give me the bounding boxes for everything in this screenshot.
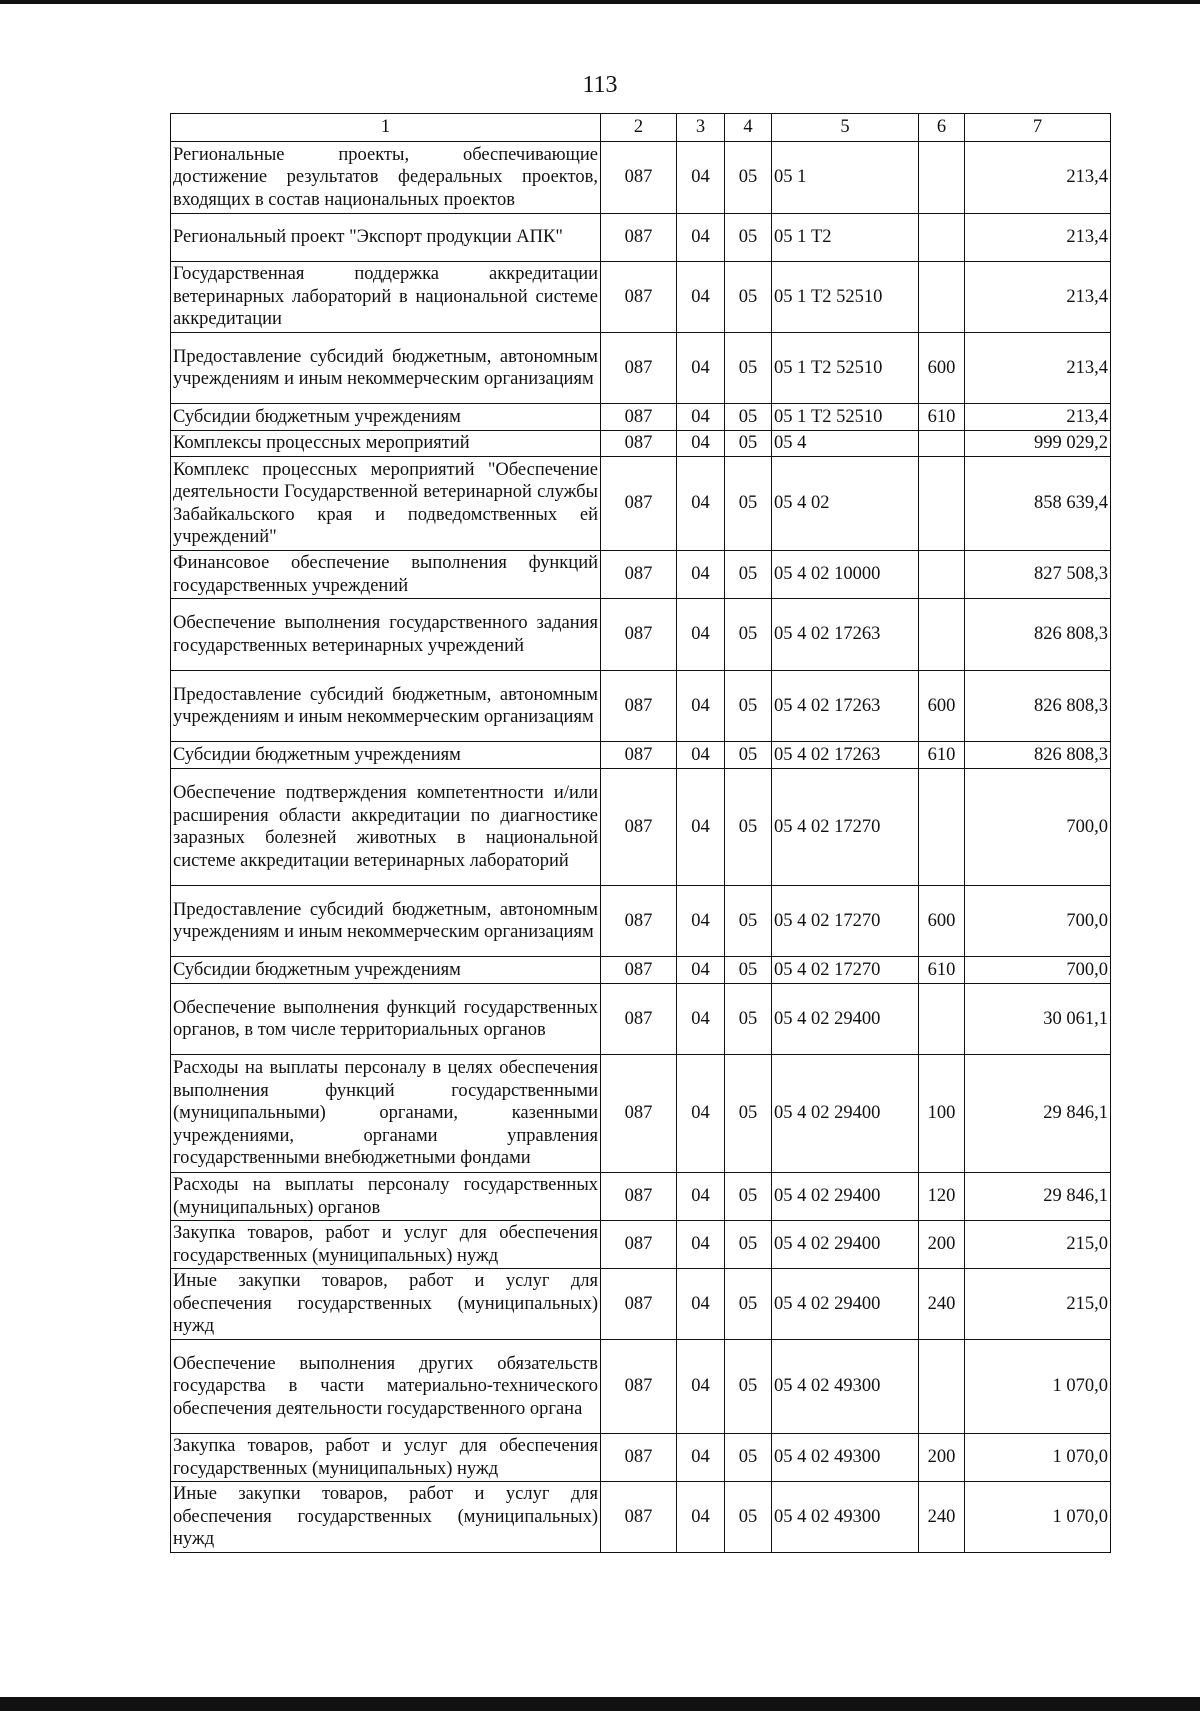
subsection-cell: 05 [725, 1221, 772, 1269]
target-article-cell: 05 4 02 17270 [772, 769, 919, 886]
table-row [171, 1434, 1111, 1482]
header-cell: 4 [725, 114, 772, 142]
budget-table [170, 113, 1111, 1553]
table-row [171, 404, 1111, 431]
expense-type-cell [919, 599, 965, 671]
expense-type-cell [919, 262, 965, 333]
section-cell: 04 [677, 431, 725, 457]
section-cell: 04 [677, 214, 725, 262]
amount-cell: 858 639,4 [965, 457, 1111, 551]
section-cell: 04 [677, 984, 725, 1055]
gr-code-cell: 087 [601, 142, 677, 214]
expense-name-cell: Субсидии бюджетным учреждениям [171, 404, 601, 431]
expense-name-cell: Обеспечение подтверждения компетентности и/или расширения области аккредитации по диагностике заразных болезней животных в национальной системе аккредитации ветеринарных лабораторий [171, 769, 601, 886]
target-article-cell: 05 4 [772, 431, 919, 457]
expense-type-cell: 240 [919, 1482, 965, 1553]
amount-cell: 827 508,3 [965, 551, 1111, 599]
amount-cell: 215,0 [965, 1221, 1111, 1269]
target-article-cell: 05 4 02 29400 [772, 1173, 919, 1221]
amount-cell: 826 808,3 [965, 671, 1111, 742]
target-article-cell: 05 4 02 29400 [772, 1269, 919, 1340]
table-row [171, 769, 1111, 886]
expense-name-cell: Расходы на выплаты персоналу государственных (муниципальных) органов [171, 1173, 601, 1221]
section-cell: 04 [677, 1340, 725, 1434]
table-row [171, 1482, 1111, 1553]
gr-code-cell: 087 [601, 886, 677, 957]
expense-name-cell: Предоставление субсидий бюджетным, автономным учреждениям и иным некоммерческим организациям [171, 671, 601, 742]
subsection-cell: 05 [725, 431, 772, 457]
expense-name-cell: Иные закупки товаров, работ и услуг для обеспечения государственных (муниципальных) нужд [171, 1482, 601, 1553]
expense-type-cell [919, 431, 965, 457]
target-article-cell: 05 4 02 17263 [772, 742, 919, 769]
target-article-cell: 05 1 [772, 142, 919, 214]
amount-cell: 29 846,1 [965, 1173, 1111, 1221]
section-cell: 04 [677, 957, 725, 984]
section-cell: 04 [677, 551, 725, 599]
amount-cell: 213,4 [965, 142, 1111, 214]
gr-code-cell: 087 [601, 1269, 677, 1340]
table-row [171, 457, 1111, 551]
subsection-cell: 05 [725, 1482, 772, 1553]
gr-code-cell: 087 [601, 1434, 677, 1482]
expense-name-cell: Обеспечение выполнения других обязательств государства в части материально-технического обеспечения деятельности государственного органа [171, 1340, 601, 1434]
expense-type-cell: 610 [919, 957, 965, 984]
table-row [171, 1055, 1111, 1173]
subsection-cell: 05 [725, 886, 772, 957]
subsection-cell: 05 [725, 551, 772, 599]
amount-cell: 826 808,3 [965, 599, 1111, 671]
target-article-cell: 05 4 02 29400 [772, 1055, 919, 1173]
section-cell: 04 [677, 1055, 725, 1173]
target-article-cell: 05 4 02 17263 [772, 671, 919, 742]
gr-code-cell: 087 [601, 333, 677, 404]
section-cell: 04 [677, 262, 725, 333]
expense-name-cell: Региональные проекты, обеспечивающие достижение результатов федеральных проектов, входящих в состав национальных проектов [171, 142, 601, 214]
expense-name-cell: Предоставление субсидий бюджетным, автономным учреждениям и иным некоммерческим организациям [171, 886, 601, 957]
table-row [171, 551, 1111, 599]
expense-type-cell: 200 [919, 1434, 965, 1482]
table-row [171, 142, 1111, 214]
table-row [171, 671, 1111, 742]
target-article-cell: 05 4 02 29400 [772, 984, 919, 1055]
amount-cell: 213,4 [965, 404, 1111, 431]
section-cell: 04 [677, 1173, 725, 1221]
expense-name-cell: Предоставление субсидий бюджетным, автономным учреждениям и иным некоммерческим организациям [171, 333, 601, 404]
gr-code-cell: 087 [601, 551, 677, 599]
amount-cell: 700,0 [965, 769, 1111, 886]
header-cell: 7 [965, 114, 1111, 142]
subsection-cell: 05 [725, 214, 772, 262]
header-cell: 2 [601, 114, 677, 142]
expense-name-cell: Государственная поддержка аккредитации ветеринарных лабораторий в национальной системе аккредитации [171, 262, 601, 333]
section-cell: 04 [677, 404, 725, 431]
amount-cell: 29 846,1 [965, 1055, 1111, 1173]
expense-name-cell: Региональный проект "Экспорт продукции АПК" [171, 214, 601, 262]
subsection-cell: 05 [725, 1434, 772, 1482]
gr-code-cell: 087 [601, 1055, 677, 1173]
table-row [171, 333, 1111, 404]
table-row [171, 742, 1111, 769]
gr-code-cell: 087 [601, 214, 677, 262]
expense-name-cell: Субсидии бюджетным учреждениям [171, 742, 601, 769]
table-row [171, 984, 1111, 1055]
amount-cell: 1 070,0 [965, 1434, 1111, 1482]
gr-code-cell: 087 [601, 431, 677, 457]
scan-top-edge [0, 0, 1200, 4]
expense-name-cell: Обеспечение выполнения государственного задания государственных ветеринарных учреждений [171, 599, 601, 671]
gr-code-cell: 087 [601, 1482, 677, 1553]
table-row [171, 1269, 1111, 1340]
subsection-cell: 05 [725, 1340, 772, 1434]
section-cell: 04 [677, 333, 725, 404]
expense-type-cell: 100 [919, 1055, 965, 1173]
expense-type-cell: 240 [919, 1269, 965, 1340]
target-article-cell: 05 1 Т2 [772, 214, 919, 262]
section-cell: 04 [677, 1221, 725, 1269]
target-article-cell: 05 4 02 17263 [772, 599, 919, 671]
expense-name-cell: Комплексы процессных мероприятий [171, 431, 601, 457]
header-cell: 1 [171, 114, 601, 142]
gr-code-cell: 087 [601, 404, 677, 431]
target-article-cell: 05 4 02 49300 [772, 1434, 919, 1482]
expense-type-cell: 120 [919, 1173, 965, 1221]
expense-name-cell: Закупка товаров, работ и услуг для обеспечения государственных (муниципальных) нужд [171, 1221, 601, 1269]
gr-code-cell: 087 [601, 262, 677, 333]
gr-code-cell: 087 [601, 984, 677, 1055]
target-article-cell: 05 4 02 29400 [772, 1221, 919, 1269]
target-article-cell: 05 4 02 10000 [772, 551, 919, 599]
subsection-cell: 05 [725, 742, 772, 769]
subsection-cell: 05 [725, 142, 772, 214]
header-cell: 6 [919, 114, 965, 142]
target-article-cell: 05 4 02 [772, 457, 919, 551]
amount-cell: 213,4 [965, 262, 1111, 333]
table-row [171, 957, 1111, 984]
expense-type-cell [919, 769, 965, 886]
section-cell: 04 [677, 1482, 725, 1553]
expense-name-cell: Обеспечение выполнения функций государственных органов, в том числе территориальных органов [171, 984, 601, 1055]
subsection-cell: 05 [725, 457, 772, 551]
subsection-cell: 05 [725, 1173, 772, 1221]
expense-name-cell: Финансовое обеспечение выполнения функций государственных учреждений [171, 551, 601, 599]
section-cell: 04 [677, 1434, 725, 1482]
subsection-cell: 05 [725, 333, 772, 404]
amount-cell: 826 808,3 [965, 742, 1111, 769]
section-cell: 04 [677, 769, 725, 886]
target-article-cell: 05 4 02 17270 [772, 957, 919, 984]
table-row [171, 1221, 1111, 1269]
section-cell: 04 [677, 599, 725, 671]
target-article-cell: 05 4 02 17270 [772, 886, 919, 957]
scan-bottom-edge [0, 1697, 1200, 1711]
target-article-cell: 05 1 Т2 52510 [772, 404, 919, 431]
amount-cell: 700,0 [965, 886, 1111, 957]
amount-cell: 1 070,0 [965, 1340, 1111, 1434]
table-row [171, 1340, 1111, 1434]
expense-type-cell [919, 551, 965, 599]
subsection-cell: 05 [725, 769, 772, 886]
section-cell: 04 [677, 457, 725, 551]
section-cell: 04 [677, 1269, 725, 1340]
header-row [171, 114, 1111, 142]
gr-code-cell: 087 [601, 742, 677, 769]
target-article-cell: 05 1 Т2 52510 [772, 262, 919, 333]
amount-cell: 213,4 [965, 333, 1111, 404]
subsection-cell: 05 [725, 262, 772, 333]
subsection-cell: 05 [725, 404, 772, 431]
header-cell: 3 [677, 114, 725, 142]
expense-type-cell: 200 [919, 1221, 965, 1269]
gr-code-cell: 087 [601, 769, 677, 886]
subsection-cell: 05 [725, 984, 772, 1055]
expense-type-cell [919, 142, 965, 214]
expense-name-cell: Субсидии бюджетным учреждениям [171, 957, 601, 984]
subsection-cell: 05 [725, 671, 772, 742]
table-row [171, 214, 1111, 262]
expense-type-cell [919, 984, 965, 1055]
expense-type-cell: 610 [919, 404, 965, 431]
expense-type-cell [919, 457, 965, 551]
amount-cell: 700,0 [965, 957, 1111, 984]
gr-code-cell: 087 [601, 599, 677, 671]
expense-type-cell: 600 [919, 886, 965, 957]
subsection-cell: 05 [725, 1055, 772, 1173]
expense-type-cell: 600 [919, 671, 965, 742]
gr-code-cell: 087 [601, 457, 677, 551]
expense-name-cell: Комплекс процессных мероприятий "Обеспечение деятельности Государственной ветеринарной службы Забайкальского края и подведомственных ей учреждений" [171, 457, 601, 551]
target-article-cell: 05 4 02 49300 [772, 1340, 919, 1434]
amount-cell: 215,0 [965, 1269, 1111, 1340]
gr-code-cell: 087 [601, 1173, 677, 1221]
section-cell: 04 [677, 886, 725, 957]
gr-code-cell: 087 [601, 671, 677, 742]
target-article-cell: 05 4 02 49300 [772, 1482, 919, 1553]
amount-cell: 213,4 [965, 214, 1111, 262]
subsection-cell: 05 [725, 957, 772, 984]
gr-code-cell: 087 [601, 1340, 677, 1434]
section-cell: 04 [677, 671, 725, 742]
expense-type-cell [919, 1340, 965, 1434]
target-article-cell: 05 1 Т2 52510 [772, 333, 919, 404]
table-row [171, 431, 1111, 457]
expense-name-cell: Закупка товаров, работ и услуг для обеспечения государственных (муниципальных) нужд [171, 1434, 601, 1482]
amount-cell: 30 061,1 [965, 984, 1111, 1055]
section-cell: 04 [677, 742, 725, 769]
expense-name-cell: Иные закупки товаров, работ и услуг для обеспечения государственных (муниципальных) нужд [171, 1269, 601, 1340]
header-cell: 5 [772, 114, 919, 142]
table-row [171, 262, 1111, 333]
gr-code-cell: 087 [601, 1221, 677, 1269]
expense-type-cell: 610 [919, 742, 965, 769]
gr-code-cell: 087 [601, 957, 677, 984]
amount-cell: 999 029,2 [965, 431, 1111, 457]
table-row [171, 599, 1111, 671]
expense-type-cell [919, 214, 965, 262]
subsection-cell: 05 [725, 599, 772, 671]
table-row [171, 1173, 1111, 1221]
page-number: 113 [582, 72, 618, 98]
table-row [171, 886, 1111, 957]
expense-name-cell: Расходы на выплаты персоналу в целях обеспечения выполнения функций государственными (муниципальными) органами, казенными учреждениями, органами управления государственными внебюджетными фондами [171, 1055, 601, 1173]
expense-type-cell: 600 [919, 333, 965, 404]
amount-cell: 1 070,0 [965, 1482, 1111, 1553]
section-cell: 04 [677, 142, 725, 214]
subsection-cell: 05 [725, 1269, 772, 1340]
